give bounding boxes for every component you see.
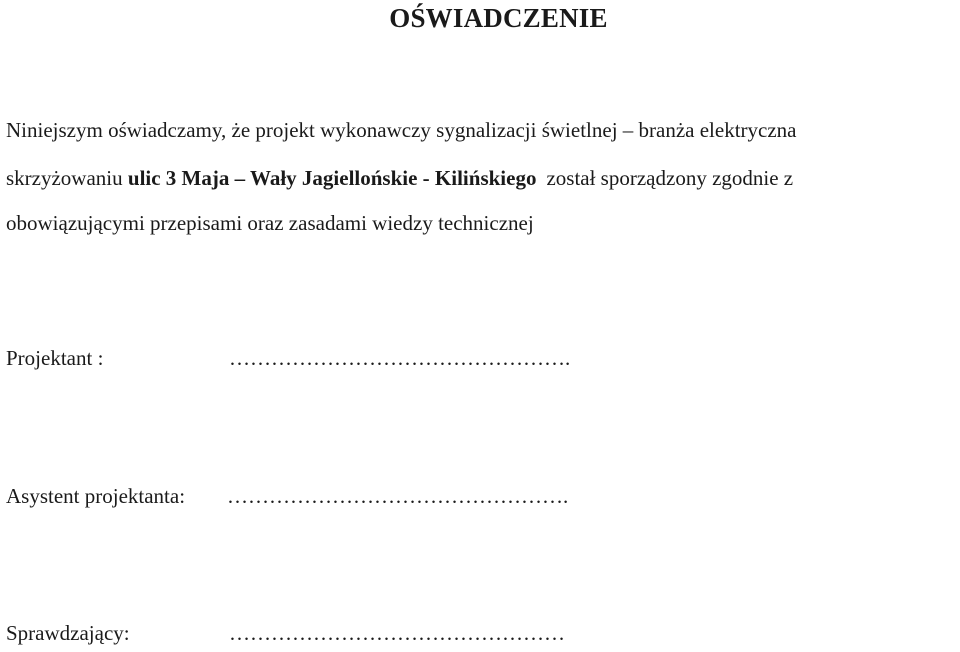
assistant-designer-signature-line: …………………………………………. <box>227 484 569 508</box>
statement-line-2 <box>6 166 793 191</box>
statement-line-2-prefix: skrzyżowaniu <box>6 166 128 190</box>
designer-signature-line: …………………………………………. <box>229 346 571 370</box>
statement-line-3: obowiązującymi przepisami oraz zasadami wiedzy technicznej <box>6 211 534 235</box>
assistant-designer-label: Asystent projektanta: <box>6 484 186 508</box>
document-title: OŚWIADCZENIE <box>389 3 608 33</box>
intersection-name: ulic 3 Maja – Wały Jagiellońskie - Kilińskiego <box>127 166 537 190</box>
statement-line-1: Niniejszym oświadczamy, że projekt wykonawczy sygnalizacji świetlnej – branża elektryczna <box>6 118 797 142</box>
statement-line-2-suffix: został sporządzony zgodnie z <box>546 166 794 190</box>
reviewer-signature-line: ………………………………………… <box>229 621 565 645</box>
reviewer-label: Sprawdzający: <box>6 621 130 645</box>
designer-label: Projektant : <box>6 346 104 370</box>
